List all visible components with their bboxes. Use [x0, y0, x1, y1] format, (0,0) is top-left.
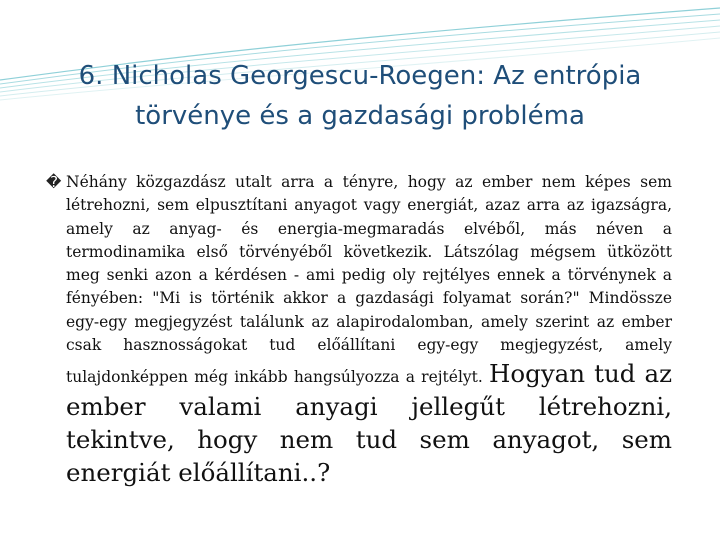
title-line-1: 6. Nicholas Georgescu-Roegen: Az entrópia	[78, 61, 642, 91]
body-paragraph: Néhány közgazdász utalt arra a tényre, hogy az ember nem képes sem létrehozni, sem elpusztítani anyagot vagy energiát, azaz arra az igazságra, amely az anyag- és energia-megmaradás elvéből, más néven a termodinamika első törvényéből következik. Látszólag mégsem ütközött meg senki azon a kérdésen - ami pedig oly rejtélyes ennek a törvénynek a fényében: "Mi is történik akkor a gazdasági folyamat során?" Mindössze egy-egy megjegyzést találunk az alapirodalomban, amely szerint az ember csak hasznosságokat tud előállítani egy-egy megjegyzést, amely tulajdonképpen még inkább hangsúlyozza a rejtélyt.	[66, 173, 672, 387]
slide-body	[66, 171, 672, 489]
title-line-2: törvénye és a gazdasági probléma	[135, 101, 585, 131]
bullet-icon: �	[46, 173, 62, 191]
slide-title	[20, 56, 700, 136]
emphasis-question: Hogyan tud az ember valami anyagi jellegűt létrehozni, tekintve, hogy nem tud sem anyagot, sem energiát előállítani..?	[66, 359, 672, 488]
